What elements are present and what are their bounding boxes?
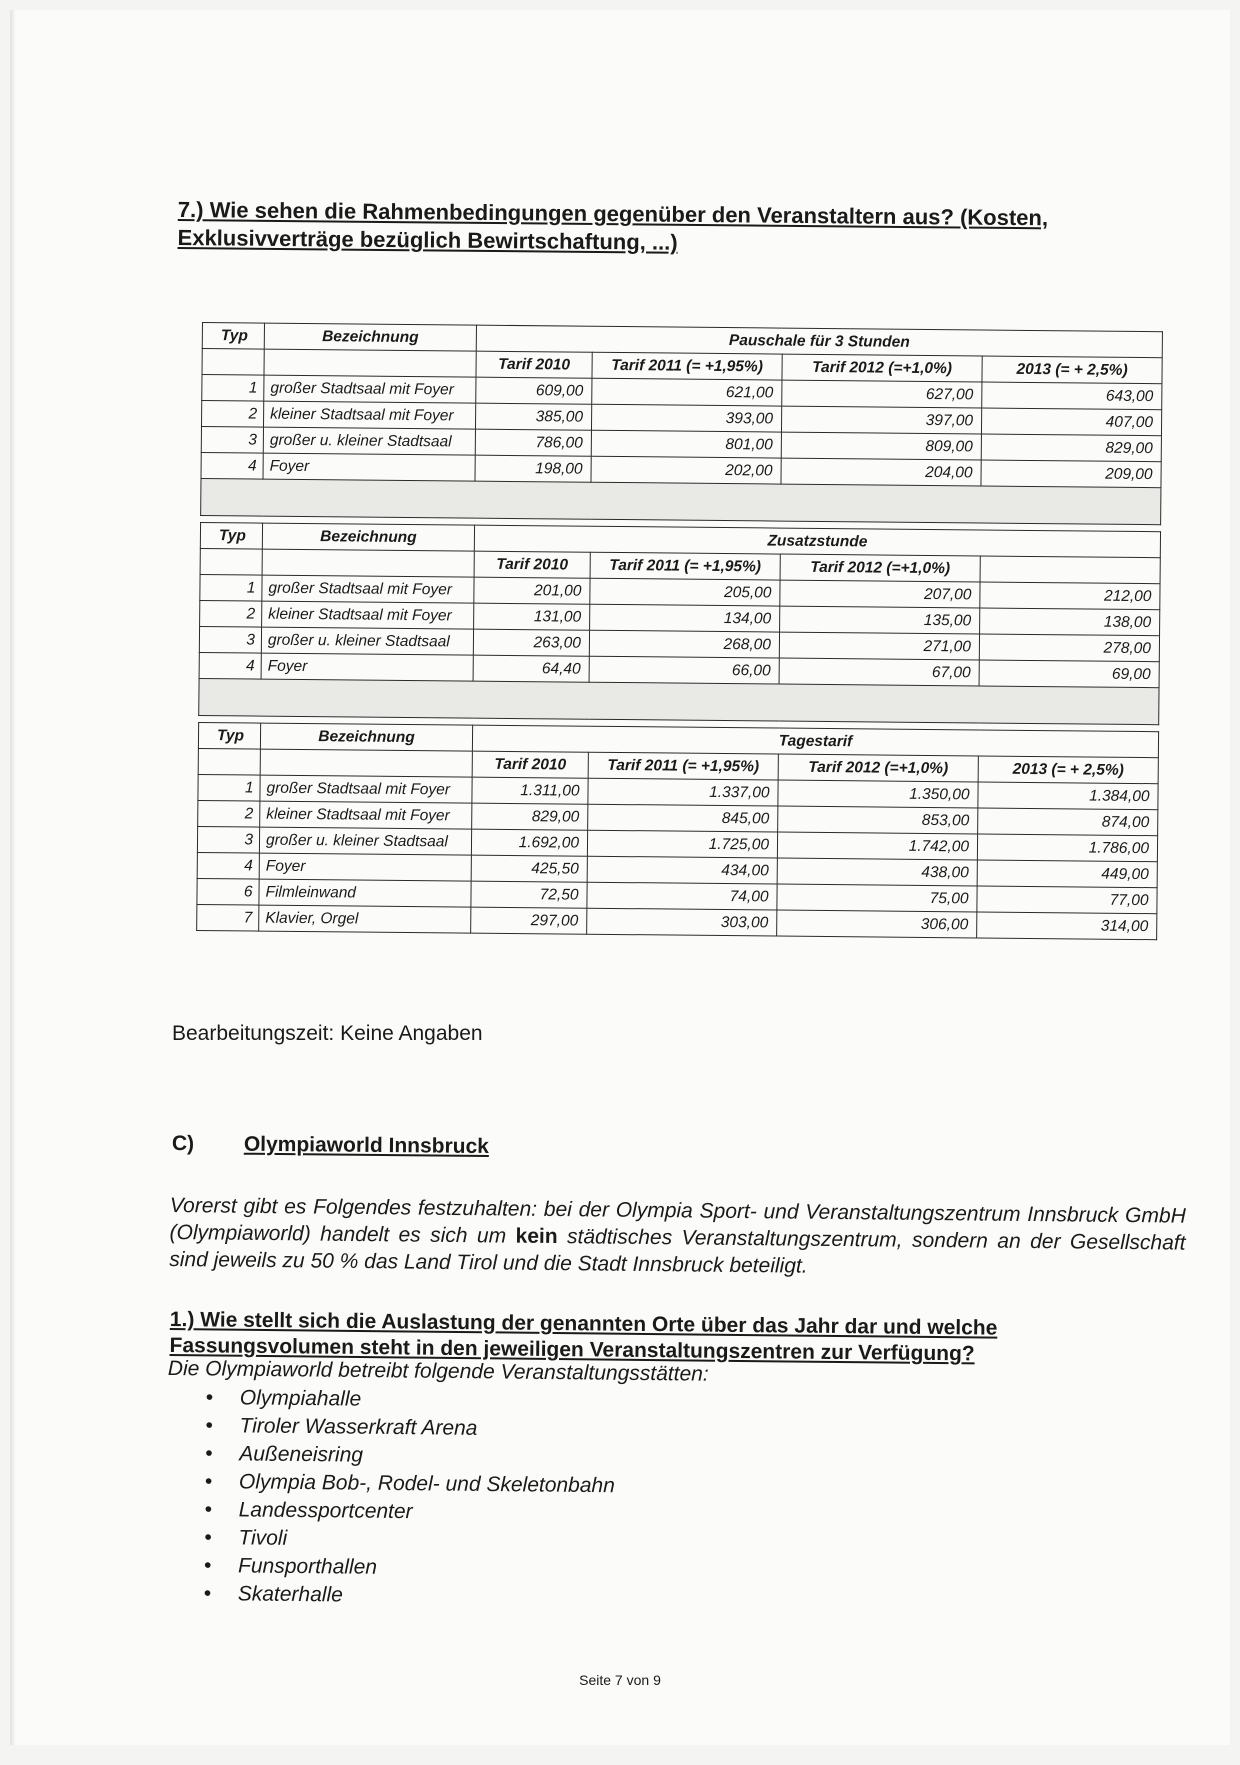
col-tarif-2013: 2013 (= + 2,5%) [982, 356, 1162, 384]
cell-value: 434,00 [587, 856, 777, 884]
cell-bezeichnung: Foyer [261, 653, 473, 681]
cell-typ: 2 [201, 401, 263, 428]
cell-value: 829,00 [472, 803, 588, 830]
col-bezeichnung: Bezeichnung [262, 523, 474, 551]
cell-typ: 1 [198, 774, 260, 801]
cell-value: 198,00 [475, 455, 591, 482]
intro-paragraph [169, 1192, 1186, 1284]
cell-value: 1.350,00 [778, 780, 978, 808]
list-item [205, 1412, 615, 1444]
venue-list [204, 1384, 616, 1612]
cell-bezeichnung: Foyer [259, 853, 471, 881]
cell-bezeichnung: großer Stadtsaal mit Foyer [262, 575, 474, 603]
cell-value: 135,00 [780, 606, 980, 634]
cell-value: 314,00 [977, 912, 1157, 940]
cell-value: 64,40 [473, 655, 589, 682]
cell-typ: 4 [201, 452, 263, 479]
list-item [204, 1524, 614, 1556]
intro-text-before: Vorerst gibt es Folgendes festzuhalten: bei der Olympia Sport- und Veranstaltungszentrum Innsbruck GmbH (Olympiaworld) handelt es sich um [169, 1193, 1186, 1248]
header-blank [200, 548, 262, 575]
header-blank [202, 349, 264, 376]
col-typ: Typ [202, 323, 264, 350]
cell-value: 407,00 [981, 408, 1161, 436]
col-tarif-2012: Tarif 2012 (=+1,0%) [780, 554, 980, 582]
cell-bezeichnung: großer u. kleiner Stadtsaal [259, 827, 471, 855]
col-tarif-2012: Tarif 2012 (=+1,0%) [778, 754, 978, 782]
cell-value: 845,00 [588, 804, 778, 832]
cell-value: 202,00 [591, 456, 781, 484]
col-tarif-2011: Tarif 2011 (= +1,95%) [592, 352, 782, 380]
cell-value: 268,00 [589, 630, 779, 658]
col-bezeichnung: Bezeichnung [260, 723, 472, 751]
cell-value: 643,00 [982, 382, 1162, 410]
tariff-table-pauschale [200, 322, 1163, 525]
cell-typ: 3 [201, 427, 263, 454]
col-typ: Typ [198, 722, 260, 749]
cell-value: 205,00 [590, 578, 780, 606]
cell-value: 263,00 [473, 629, 589, 656]
col-bezeichnung: Bezeichnung [264, 323, 476, 351]
cell-value: 621,00 [592, 378, 782, 406]
cell-value: 138,00 [980, 608, 1160, 636]
scan-edge [10, 10, 16, 1745]
bullet: • [205, 1441, 213, 1466]
venue-name: Landessportcenter [238, 1498, 413, 1524]
cell-value: 627,00 [782, 380, 982, 408]
cell-bezeichnung: großer Stadtsaal mit Foyer [260, 775, 472, 803]
group-label: Zusatzstunde [474, 525, 1160, 558]
col-tarif-2011: Tarif 2011 (= +1,95%) [588, 752, 778, 780]
col-tarif-2013 [980, 556, 1160, 584]
cell-bezeichnung: Foyer [263, 453, 475, 481]
header-blank [262, 549, 474, 577]
cell-value: 204,00 [781, 458, 981, 486]
cell-value: 271,00 [779, 632, 979, 660]
list-item [204, 1552, 614, 1584]
cell-value: 72,50 [471, 881, 587, 908]
cell-value: 207,00 [780, 580, 980, 608]
col-tarif-2010: Tarif 2010 [472, 751, 588, 778]
section-c-heading [172, 1132, 489, 1159]
list-item [205, 1496, 615, 1528]
venue-name: Skaterhalle [237, 1582, 343, 1607]
tariff-tables [196, 322, 1162, 940]
cell-typ: 4 [199, 652, 261, 679]
cell-typ: 2 [200, 600, 262, 627]
col-typ: Typ [200, 522, 262, 549]
group-label: Pauschale für 3 Stunden [476, 325, 1162, 358]
header-blank [260, 749, 472, 777]
venue-name: Tiroler Wasserkraft Arena [239, 1414, 478, 1440]
cell-value: 809,00 [781, 432, 981, 460]
cell-bezeichnung: großer Stadtsaal mit Foyer [264, 375, 476, 403]
cell-value: 425,50 [471, 855, 587, 882]
col-tarif-2011: Tarif 2011 (= +1,95%) [590, 552, 780, 580]
cell-value: 1.786,00 [977, 834, 1157, 862]
cell-value: 1.337,00 [588, 778, 778, 806]
col-tarif-2012: Tarif 2012 (=+1,0%) [782, 354, 982, 382]
cell-value: 75,00 [777, 884, 977, 912]
venue-name: Tivoli [238, 1526, 288, 1550]
group-label: Tagestarif [472, 725, 1158, 758]
cell-value: 438,00 [777, 858, 977, 886]
cell-value: 397,00 [781, 406, 981, 434]
list-item [206, 1384, 616, 1416]
cell-value: 212,00 [980, 582, 1160, 610]
cell-typ: 4 [197, 852, 259, 879]
question-1-heading: 1.) Wie stellt sich die Auslastung der genannten Orte über das Jahr dar und welche Fassungsvolumen steht in den jeweiligen Veranstaltungszentren zur Verfügung? [169, 1308, 998, 1366]
cell-value: 829,00 [981, 434, 1161, 462]
cell-value: 303,00 [587, 908, 777, 936]
cell-typ: 7 [197, 904, 259, 931]
header-blank [264, 349, 476, 377]
cell-value: 278,00 [979, 634, 1159, 662]
venue-name: Außeneisring [239, 1442, 364, 1467]
cell-bezeichnung: Klavier, Orgel [259, 905, 471, 933]
venue-name: Funsporthallen [237, 1554, 378, 1579]
bullet: • [203, 1581, 212, 1606]
venue-name: Olympiahalle [239, 1386, 362, 1411]
cell-typ: 1 [202, 375, 264, 402]
cell-bezeichnung: großer u. kleiner Stadtsaal [261, 627, 473, 655]
list-item [205, 1440, 615, 1472]
cell-bezeichnung: kleiner Stadtsaal mit Foyer [260, 801, 472, 829]
document-page [10, 10, 1230, 1745]
cell-value: 1.692,00 [471, 829, 587, 856]
cell-typ: 1 [200, 574, 262, 601]
cell-value: 853,00 [778, 806, 978, 834]
cell-value: 393,00 [591, 404, 781, 432]
cell-bezeichnung: großer u. kleiner Stadtsaal [263, 427, 475, 455]
cell-typ: 6 [197, 878, 259, 905]
cell-value: 449,00 [977, 860, 1157, 888]
cell-value: 306,00 [777, 910, 977, 938]
cell-value: 67,00 [779, 658, 979, 686]
bullet: • [205, 1385, 214, 1410]
cell-value: 1.311,00 [472, 777, 588, 804]
cell-value: 1.384,00 [978, 782, 1158, 810]
cell-value: 801,00 [591, 430, 781, 458]
cell-bezeichnung: kleiner Stadtsaal mit Foyer [263, 401, 475, 429]
intro-bold-word: kein [515, 1224, 558, 1249]
cell-value: 1.742,00 [777, 832, 977, 860]
bullet: • [204, 1469, 213, 1494]
tariff-table-tagestarif [196, 722, 1159, 940]
bullet: • [204, 1525, 212, 1550]
tariff-table-zusatzstunde [198, 522, 1161, 725]
question-1-subtext: Die Olympiaworld betreibt folgende Veranstaltungsstätten: [167, 1357, 709, 1386]
cell-bezeichnung: Filmleinwand [259, 879, 471, 907]
bullet: • [205, 1413, 214, 1438]
cell-value: 134,00 [590, 604, 780, 632]
cell-value: 77,00 [977, 886, 1157, 914]
bullet: • [203, 1553, 212, 1578]
cell-value: 69,00 [979, 660, 1159, 688]
col-tarif-2010: Tarif 2010 [476, 351, 592, 378]
cell-value: 209,00 [981, 460, 1161, 488]
cell-typ: 3 [197, 826, 259, 853]
work-time-note: Bearbeitungszeit: Keine Angaben [172, 1022, 483, 1045]
cell-value: 74,00 [587, 882, 777, 910]
section-letter: C) [171, 1132, 195, 1156]
cell-bezeichnung: kleiner Stadtsaal mit Foyer [262, 601, 474, 629]
cell-typ: 2 [198, 800, 260, 827]
cell-typ: 3 [199, 626, 261, 653]
list-item [204, 1580, 614, 1612]
section-title: Olympiaworld Innsbruck [243, 1132, 490, 1159]
bullet: • [204, 1497, 213, 1522]
cell-value: 786,00 [475, 429, 591, 456]
cell-value: 297,00 [471, 907, 587, 934]
cell-value: 385,00 [475, 403, 591, 430]
cell-value: 131,00 [474, 603, 590, 630]
cell-value: 874,00 [978, 808, 1158, 836]
col-tarif-2013: 2013 (= + 2,5%) [978, 756, 1158, 784]
venue-name: Olympia Bob-, Rodel- und Skeletonbahn [238, 1470, 615, 1498]
cell-value: 66,00 [589, 656, 779, 684]
question-7-heading: 7.) Wie sehen die Rahmenbedingungen gegenüber den Veranstaltern aus? (Kosten, Exklusivverträge bezüglich Bewirtschaftung, ...) [177, 196, 1049, 255]
cell-value: 609,00 [476, 377, 592, 404]
col-tarif-2010: Tarif 2010 [474, 551, 590, 578]
page-footer: Seite 7 von 9 [579, 1672, 661, 1688]
cell-value: 1.725,00 [587, 830, 777, 858]
intro-text-after: städtisches Veranstaltungszentrum, sondern an der Gesellschaft sind jeweils zu 50 % das Land Tirol und die Stadt Innsbruck beteiligt. [169, 1225, 1186, 1278]
cell-value: 201,00 [474, 577, 590, 604]
list-item [205, 1468, 615, 1500]
header-blank [198, 748, 260, 775]
